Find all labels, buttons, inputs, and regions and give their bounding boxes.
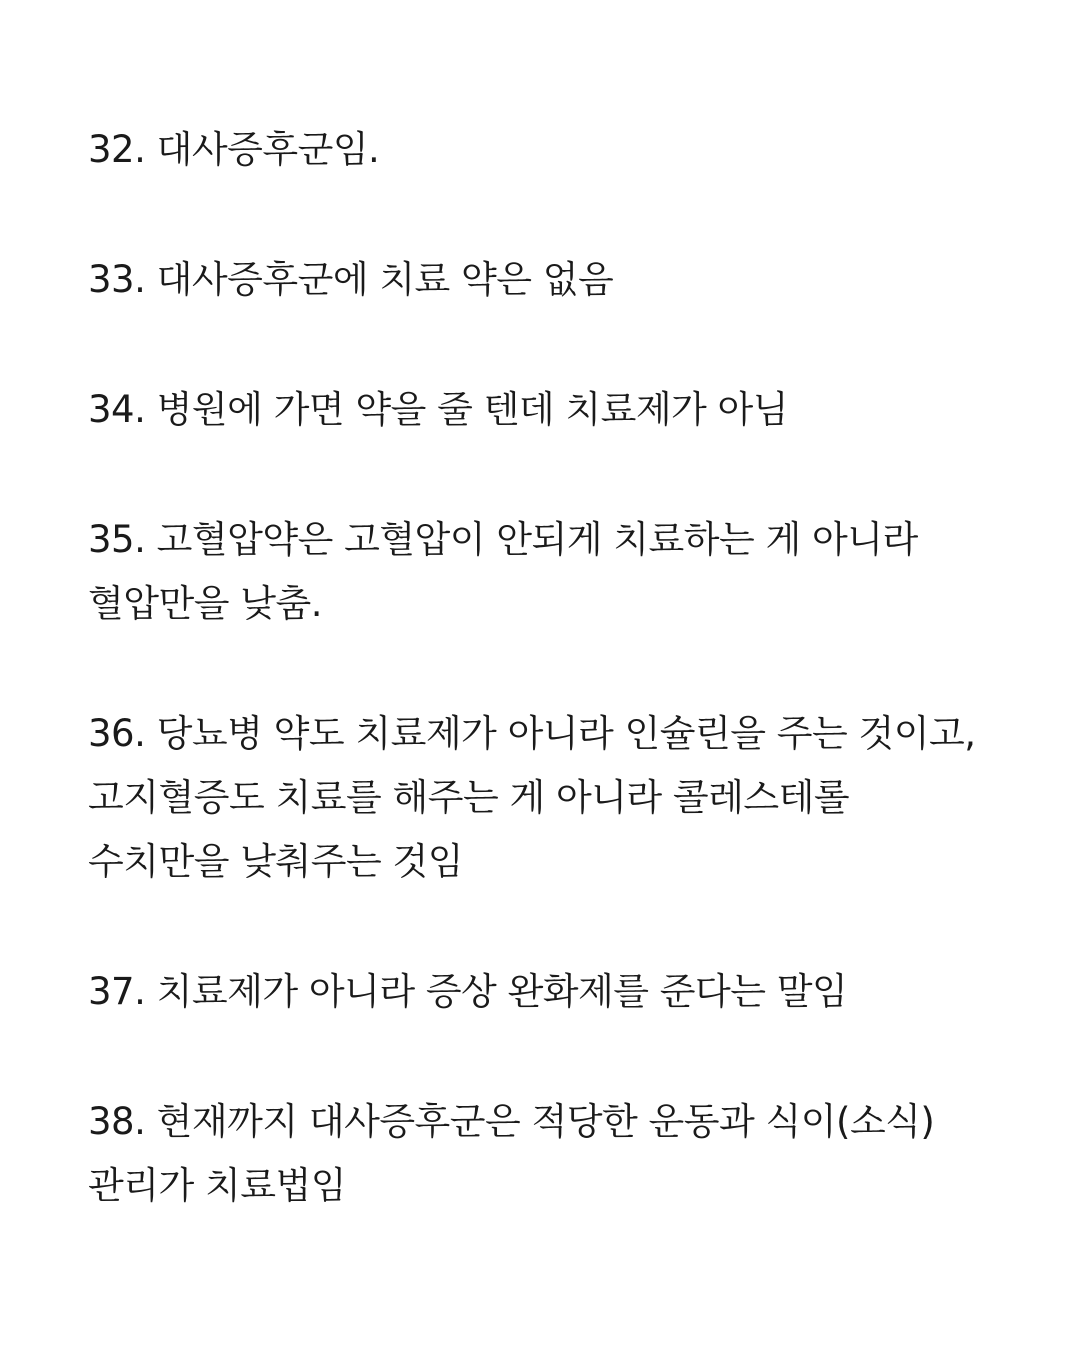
spacer	[88, 636, 998, 702]
list-item-38: 38. 현재까지 대사증후군은 적당한 운동과 식이(소식) 관리가 치료법임	[88, 1100, 935, 1207]
list-item-33: 33. 대사증후군에 치료 약은 없음	[88, 258, 614, 301]
spacer	[88, 1024, 998, 1090]
spacer	[88, 312, 998, 378]
spacer	[88, 894, 998, 960]
list-item-34: 34. 병원에 가면 약을 줄 텐데 치료제가 아님	[88, 388, 789, 431]
spacer	[88, 442, 998, 508]
list-item-35: 35. 고혈압약은 고혈압이 안되게 치료하는 게 아니라 혈압만을 낮춤.	[88, 518, 918, 625]
spacer	[88, 182, 998, 248]
list-item-32: 32. 대사증후군임.	[88, 128, 380, 171]
list-item-36: 36. 당뇨병 약도 치료제가 아니라 인슐린을 주는 것이고, 고지혈증도 치료를 해주는 게 아니라 콜레스테롤 수치만을 낮춰주는 것임	[88, 712, 976, 883]
list-item-37: 37. 치료제가 아니라 증상 완화제를 준다는 말임	[88, 970, 848, 1013]
document-body	[88, 118, 998, 1218]
